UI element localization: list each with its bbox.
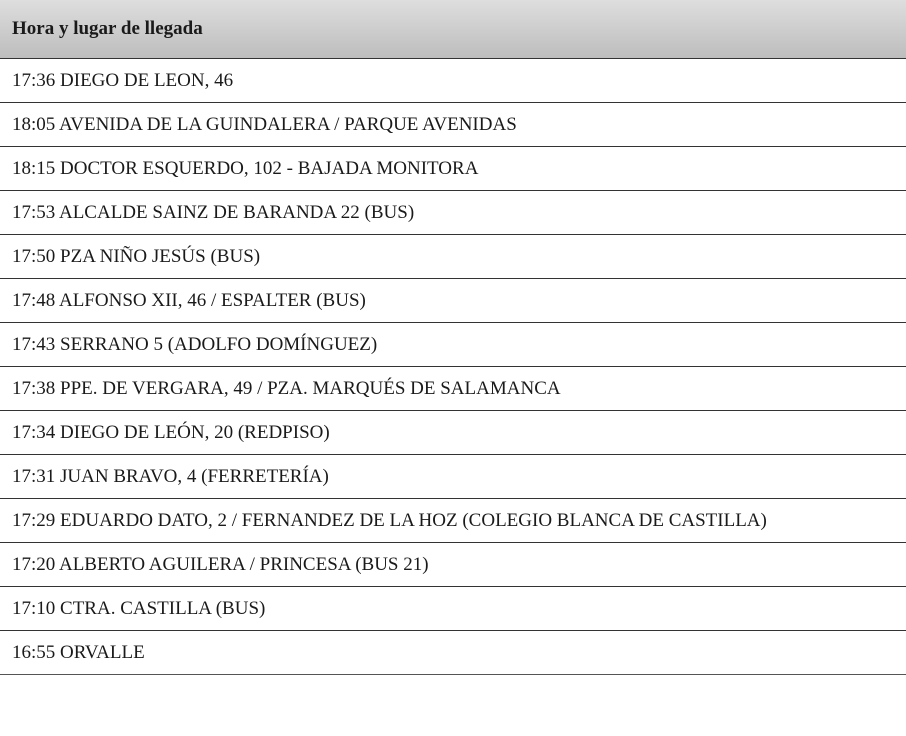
table-cell: 17:50 PZA NIÑO JESÚS (BUS)	[0, 235, 906, 279]
table-cell: 17:31 JUAN BRAVO, 4 (FERRETERÍA)	[0, 455, 906, 499]
column-header-arrival: Hora y lugar de llegada	[0, 0, 906, 59]
table-row	[0, 631, 906, 675]
table-cell: 17:53 ALCALDE SAINZ DE BARANDA 22 (BUS)	[0, 191, 906, 235]
table-row	[0, 499, 906, 543]
table-row	[0, 147, 906, 191]
table-cell: 17:10 CTRA. CASTILLA (BUS)	[0, 587, 906, 631]
table-row	[0, 59, 906, 103]
table-cell: 17:34 DIEGO DE LEÓN, 20 (REDPISO)	[0, 411, 906, 455]
table-row	[0, 323, 906, 367]
table-row	[0, 191, 906, 235]
table-cell: 16:55 ORVALLE	[0, 631, 906, 675]
table-row	[0, 411, 906, 455]
table-row	[0, 455, 906, 499]
table-row	[0, 279, 906, 323]
table-cell: 18:05 AVENIDA DE LA GUINDALERA / PARQUE AVENIDAS	[0, 103, 906, 147]
table-cell: 17:36 DIEGO DE LEON, 46	[0, 59, 906, 103]
table-row	[0, 367, 906, 411]
table-cell: 17:29 EDUARDO DATO, 2 / FERNANDEZ DE LA HOZ (COLEGIO BLANCA DE CASTILLA)	[0, 499, 906, 543]
table-row	[0, 103, 906, 147]
table-row	[0, 543, 906, 587]
table-cell: 17:20 ALBERTO AGUILERA / PRINCESA (BUS 21)	[0, 543, 906, 587]
table-header-row	[0, 0, 906, 59]
table-cell: 17:38 PPE. DE VERGARA, 49 / PZA. MARQUÉS DE SALAMANCA	[0, 367, 906, 411]
table-cell: 18:15 DOCTOR ESQUERDO, 102 - BAJADA MONITORA	[0, 147, 906, 191]
table-cell: 17:48 ALFONSO XII, 46 / ESPALTER (BUS)	[0, 279, 906, 323]
table-cell: 17:43 SERRANO 5 (ADOLFO DOMÍNGUEZ)	[0, 323, 906, 367]
table-row	[0, 235, 906, 279]
table-row	[0, 587, 906, 631]
